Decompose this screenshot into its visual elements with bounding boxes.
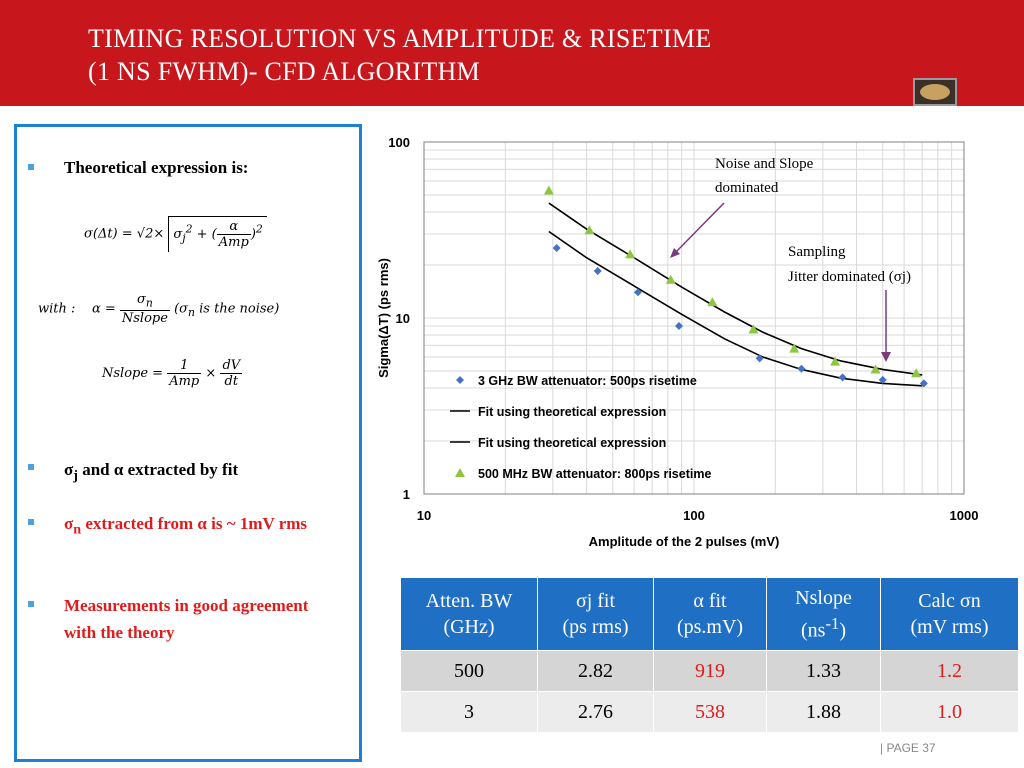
column-header: σj fit (ps rms) xyxy=(538,578,654,651)
formula-sqrt-body: $\sigma_j^2$ + ( $\frac{\alpha}{\text{Amp}}$ )$^2$ xyxy=(168,216,266,252)
data-point-diamond xyxy=(756,354,764,362)
formula-nslope: Nslope = $\frac{1}{\text{Amp}}$ × $\frac{dV}{dt}$ xyxy=(102,358,241,389)
data-point-diamond xyxy=(553,244,561,252)
legend-entry: Fit using theoretical expression xyxy=(478,405,667,419)
x-tick-label: 10 xyxy=(416,508,432,523)
slide-title-line1: TIMING RESOLUTION VS AMPLITUDE & RISETIME xyxy=(88,24,712,53)
y-axis-label: Sigma(ΔT) (ps rms) xyxy=(376,258,391,378)
annotation-sampling-jitter: Sampling xyxy=(788,244,846,260)
data-point-diamond xyxy=(839,373,847,381)
header-banner xyxy=(0,0,1024,106)
data-point-diamond xyxy=(594,267,602,275)
legend-marker-triangle xyxy=(455,468,465,477)
table-cell: 2.82 xyxy=(538,651,654,692)
table-cell: 500 xyxy=(401,651,538,692)
annotation-sampling-jitter: Jitter dominated (σj) xyxy=(788,269,912,285)
page-number: | PAGE 37 xyxy=(880,741,936,755)
table-header-row xyxy=(401,578,1019,651)
fit-results-table xyxy=(400,577,1019,733)
bullet-measurements-agreement: Measurements in good agreement with the theory xyxy=(64,596,309,642)
timing-resolution-chart xyxy=(372,128,992,558)
table-row xyxy=(401,692,1019,733)
slide-title-line2: (1 NS FWHM)- CFD ALGORITHM xyxy=(88,57,481,86)
bullet-sigma-n-extracted: $\sigma_n$ extracted from α is ~ 1mV rms xyxy=(64,514,308,538)
bullet-marker xyxy=(28,464,34,470)
table-row xyxy=(401,651,1019,692)
x-axis-label: Amplitude of the 2 pulses (mV) xyxy=(588,534,780,549)
formula-frac-dv-dt: $\frac{dV}{dt}$ xyxy=(222,358,241,389)
y-tick-label: 10 xyxy=(395,311,410,326)
formula-lhs: σ(Δt) = √2× xyxy=(84,226,165,242)
logo-emblem xyxy=(920,84,950,100)
formula-frac-sigma-nslope: $\frac{\sigma_n}{\text{Nslope}}$ xyxy=(121,292,168,326)
y-tick-label: 100 xyxy=(388,135,410,150)
formula-frac-1-amp: $\frac{1}{\text{Amp}}$ xyxy=(169,358,200,389)
column-header: α fit (ps.mV) xyxy=(654,578,767,651)
annotation-noise-slope: dominated xyxy=(715,180,779,196)
table-cell: 1.33 xyxy=(767,651,881,692)
annotation-noise-slope: Noise and Slope xyxy=(715,156,814,172)
x-tick-label: 1000 xyxy=(949,508,979,523)
x-tick-label: 100 xyxy=(683,508,705,523)
legend-entry: 3 GHz BW attenuator: 500ps risetime xyxy=(478,374,697,388)
y-tick-label: 1 xyxy=(402,487,410,502)
column-header: Atten. BW (GHz) xyxy=(401,578,538,651)
bullet-marker xyxy=(28,164,34,170)
table-cell: 2.76 xyxy=(538,692,654,733)
legend-entry: Fit using theoretical expression xyxy=(478,436,667,450)
data-point-triangle xyxy=(666,275,676,284)
bullet-marker xyxy=(28,519,34,525)
legend-entry: 500 MHz BW attenuator: 800ps risetime xyxy=(478,467,712,481)
table-cell: 919 xyxy=(654,651,767,692)
table-cell: 1.0 xyxy=(881,692,1019,733)
bullet-sigma-alpha-fit: $\sigma_j$ and α extracted by fit xyxy=(64,460,239,484)
formula-alpha: with : α = $\frac{\sigma_n}{\text{Nslope}}$ ($\sigma_n$ is the noise) xyxy=(38,292,280,326)
column-header: Calc σn (mV rms) xyxy=(881,578,1019,651)
data-point-diamond xyxy=(797,365,805,373)
column-header: Nslope $(ns^{-1})$ xyxy=(767,578,881,651)
fit-curve xyxy=(549,203,922,375)
fit-curve xyxy=(549,232,922,386)
data-point-triangle xyxy=(584,225,594,234)
legend-marker-diamond xyxy=(456,376,464,384)
table-cell: 3 xyxy=(401,692,538,733)
logo xyxy=(913,78,957,106)
table-cell: 1.88 xyxy=(767,692,881,733)
bullet-theoretical-expression: Theoretical expression is: xyxy=(64,158,249,177)
bullet-marker xyxy=(28,601,34,607)
formula-sigma-dt xyxy=(84,216,267,252)
table-cell: 538 xyxy=(654,692,767,733)
table-cell: 1.2 xyxy=(881,651,1019,692)
data-point-triangle xyxy=(707,297,717,306)
formula-frac-alpha-amp: $\frac{\alpha}{\text{Amp}}$ xyxy=(218,219,249,250)
slide-title xyxy=(88,22,712,88)
